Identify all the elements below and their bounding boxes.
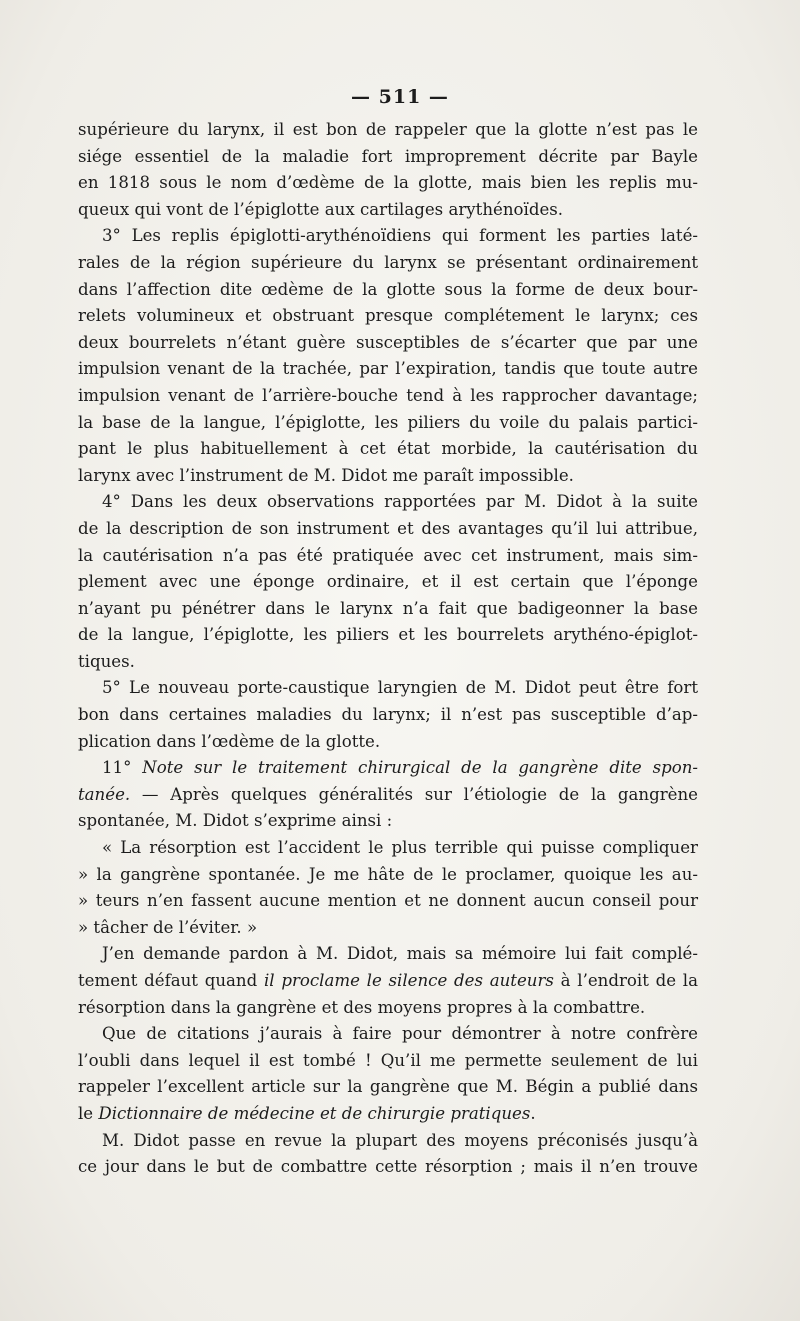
text-span: ce jour dans le but de combattre cette résorption ; mais il n’en trouve [78, 1157, 698, 1177]
text-span: . [530, 1103, 536, 1123]
text-line [78, 888, 698, 915]
text-line [78, 516, 698, 543]
text-span: rales de la région supérieure du larynx se présentant ordinairement [78, 252, 698, 272]
text-span: impulsion venant de l’arrière-bouche tend à les rapprocher davantage; [78, 385, 698, 405]
text-line [78, 277, 698, 304]
text-span: tiques. [78, 651, 135, 671]
text-line [78, 1101, 698, 1128]
text-line [78, 463, 698, 490]
italic-text: il proclame le silence des auteurs [263, 971, 554, 990]
text-line [78, 489, 698, 516]
text-line [78, 330, 698, 357]
italic-text: Dictionnaire de médecine et de chirurgie pratiques [98, 1103, 531, 1123]
text-span: n’ayant pu pénétrer dans le larynx n’a fait que badigeonner la base [78, 598, 698, 618]
text-line [78, 1074, 698, 1101]
text-line [78, 782, 698, 809]
text-line [78, 356, 698, 383]
text-line [78, 968, 698, 995]
italic-text: Note sur le traitement chirurgical de la gangrène dite spon- [142, 758, 699, 778]
text-line [78, 197, 698, 224]
text-line [78, 223, 698, 250]
text-line [78, 436, 698, 463]
text-span: bon dans certaines maladies du larynx; il n’est pas susceptible d’ap- [78, 705, 698, 725]
text-line [78, 808, 698, 835]
text-line [78, 995, 698, 1022]
text-line [78, 1128, 698, 1155]
text-line [78, 117, 698, 144]
body-text [78, 117, 698, 1181]
text-span: Que de citations j’aurais à faire pour démontrer à notre confrère [102, 1024, 698, 1044]
text-span: pant le plus habituellement à cet état morbide, la cautérisation du [78, 439, 698, 459]
text-line [78, 702, 698, 729]
text-span: résorption dans la gangrène et des moyens propres à la combattre. [78, 997, 646, 1017]
text-line [78, 675, 698, 702]
text-span: siége essentiel de la maladie fort improprement décrite par Bayle [78, 146, 698, 166]
text-span: de la langue, l’épiglotte, les piliers et les bourrelets arythéno-épiglot- [78, 625, 698, 645]
text-line [78, 729, 698, 756]
text-span: à l’endroit de la [553, 971, 698, 990]
text-line [78, 144, 698, 171]
page-number: — 511 — [351, 86, 449, 108]
text-span: — Après quelques généralités sur l’étiologie de la gangrène [130, 784, 698, 804]
text-line [78, 835, 698, 862]
text-line [78, 862, 698, 889]
text-span: 3° Les replis épiglotti-arythénoïdiens qui forment les parties laté- [102, 226, 698, 246]
text-span: relets volumineux et obstruant presque complétement le larynx; ces [78, 306, 698, 326]
text-span: deux bourrelets n’étant guère susceptibles de s’écarter que par une [78, 332, 698, 352]
text-span: de la description de son instrument et des avantages qu’il lui attribue, [78, 518, 698, 538]
text-line [78, 596, 698, 623]
text-span: larynx avec l’instrument de M. Didot me paraît impossible. [78, 465, 574, 485]
text-span: » la gangrène spontanée. Je me hâte de le proclamer, quoique les au- [78, 864, 698, 884]
text-line [78, 1048, 698, 1075]
text-span: impulsion venant de la trachée, par l’expiration, tandis que toute autre [78, 359, 698, 379]
text-span: en 1818 sous le nom d’œdème de la glotte, mais bien les replis mu- [78, 173, 698, 193]
text-line [78, 622, 698, 649]
text-line [78, 410, 698, 437]
text-line [78, 1154, 698, 1181]
text-span: tement défaut quand [78, 971, 264, 990]
text-span: 4° Dans les deux observations rapportées par M. Didot à la suite [102, 492, 698, 512]
text-span: » teurs n’en fassent aucune mention et ne donnent aucun conseil pour [78, 891, 698, 911]
text-span: la base de la langue, l’épiglotte, les piliers du voile du palais partici- [78, 412, 698, 432]
text-line [78, 941, 698, 968]
text-line [78, 303, 698, 330]
text-span: » tâcher de l’éviter. » [78, 917, 258, 937]
text-line [78, 383, 698, 410]
text-span: M. Didot passe en revue la plupart des moyens préconisés jusqu’à [102, 1130, 698, 1150]
text-line [78, 649, 698, 676]
text-span: spontanée, M. Didot s’exprime ainsi : [78, 811, 393, 831]
text-span: « La résorption est l’accident le plus terrible qui puisse compliquer [102, 838, 698, 858]
text-span: 5° Le nouveau porte-caustique laryngien de M. Didot peut être fort [102, 678, 698, 698]
text-span: rappeler l’excellent article sur la gangrène que M. Bégin a publié dans [78, 1077, 698, 1097]
text-span: le [78, 1103, 99, 1123]
text-span: queux qui vont de l’épiglotte aux cartilages arythénoïdes. [78, 199, 564, 219]
text-line [78, 250, 698, 277]
text-span: 11° [102, 758, 143, 778]
text-span: supérieure du larynx, il est bon de rappeler que la glotte n’est pas le [78, 120, 698, 139]
text-span: J’en demande pardon à M. Didot, mais sa mémoire lui fait complé- [102, 944, 698, 964]
text-span: plement avec une éponge ordinaire, et il est certain que l’éponge [78, 572, 698, 592]
text-line [78, 569, 698, 596]
text-span: plication dans l’œdème de la glotte. [78, 731, 381, 751]
text-line [78, 1021, 698, 1048]
text-line [78, 543, 698, 570]
text-line [78, 915, 698, 942]
text-line [78, 755, 698, 782]
text-span: l’oubli dans lequel il est tombé ! Qu’il me permette seulement de lui [78, 1050, 698, 1070]
italic-text: tanée. [78, 784, 131, 804]
text-span: dans l’affection dite œdème de la glotte sous la forme de deux bour- [78, 279, 698, 299]
text-span: la cautérisation n’a pas été pratiquée avec cet instrument, mais sim- [78, 545, 698, 565]
text-line [78, 170, 698, 197]
